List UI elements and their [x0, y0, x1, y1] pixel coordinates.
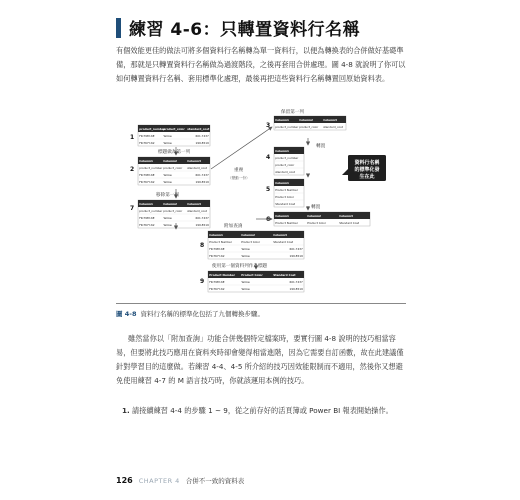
table-t9-cell: 601.7437	[289, 280, 303, 285]
table-t6-cell: Product Number	[275, 221, 298, 226]
table-t3-cell: product_color	[299, 125, 319, 130]
table-t8-cell: Yellow	[241, 254, 250, 259]
page-footer	[116, 476, 244, 485]
table-t2-cell: Yellow	[163, 173, 172, 178]
table-t4-header-cell: Column1	[275, 149, 289, 154]
step-number-7: 7	[130, 205, 135, 212]
table-t3-header-cell: Column3	[323, 118, 337, 123]
table-t6-cell: Product Color	[307, 221, 327, 226]
label-use-first-row: 使用第一個資料列作為標題	[212, 264, 268, 269]
table-t9-cell: 199.8519	[289, 287, 303, 292]
table-t7-cell: 601.7437	[195, 216, 209, 221]
table-t1-cell: Yellow	[163, 141, 172, 146]
intro-paragraph: 有個效能更佳的做法可將多個資料行名稱轉為單一資料行，以便為轉換表的合併做好基礎準備，那就是只轉置資料行名稱做為過渡階段，之後再套用合併處理。圖 4-8 就說明了你可以如何轉置資料行名稱、套用標準化處理，最後再把這些資料行名稱轉置回原始資料表。	[116, 46, 406, 83]
callout-text-line: 生在此	[359, 174, 375, 180]
caption-label: 圖 4-8	[116, 310, 137, 318]
table-t8-cell: Product Number	[209, 240, 232, 245]
table-t9-cell: FR-T98Y-6E	[209, 280, 225, 285]
table-t9-cell: FR-T67Y-62	[209, 287, 225, 292]
table-t2-cell: Yellow	[163, 180, 172, 185]
label-transpose-top: 轉置	[316, 144, 326, 149]
table-t4-cell: standard_cost	[275, 170, 295, 175]
table-t7-header-cell: Column2	[163, 202, 177, 207]
table-t9-cell: Yellow	[241, 287, 250, 292]
table-t2-cell: product_color	[163, 166, 183, 171]
section-heading	[116, 15, 360, 40]
table-t2-header-cell: Column2	[163, 159, 177, 164]
figure-caption	[116, 309, 264, 318]
step-number-1: 1	[130, 134, 135, 141]
table-t5-cell: Product Number	[275, 188, 298, 193]
table-t8-header-cell: Column1	[209, 233, 223, 238]
callout-text-line: 資料行名稱	[354, 160, 380, 166]
label-remove-first-row: 移除第一列	[156, 193, 179, 198]
body-paragraph: 雖然當你以「附加查詢」功能合併幾個特定檔案時，要實行圖 4-8 說明的技巧相當容易，但要將此技巧應用在資料夾時卻會變得相當進階，因為它需要自訂函數，故在此建議僅針對學習目的這麼做。若練習 4-4、4-5 所介紹的技巧因效能限制而不適用，然後你又想避免使用練習 4-7 的 M 語言技巧時，你就該運用本例的技巧。	[116, 334, 404, 385]
table-t8-header-cell: Column2	[241, 233, 255, 238]
table-t8-cell: 601.7437	[289, 247, 303, 252]
step-item	[116, 404, 406, 418]
table-t3-cell: product_number	[275, 125, 299, 130]
step-number-4: 4	[266, 154, 271, 161]
table-t9-header-cell: Standard Cost	[273, 273, 296, 278]
table-t6-header-cell: Column1	[275, 214, 289, 219]
table-t1-header-cell: product_color	[163, 127, 185, 132]
step-number-3: 3	[266, 122, 271, 129]
table-t5-cell: Product Color	[275, 195, 295, 200]
table-t8-cell: FR-T67Y-62	[209, 254, 225, 259]
table-t8-cell: Standard Cost	[273, 240, 294, 245]
table-t3-cell: standard_cost	[323, 125, 343, 130]
step-number: 1.	[122, 406, 130, 415]
table-t2-cell: FR-T67Y-62	[139, 180, 155, 185]
table-t9-header-cell: Product Number	[209, 273, 236, 278]
callout-pointer	[342, 169, 348, 175]
table-t5-cell: Standard Cost	[275, 202, 296, 207]
table-t8-cell: FR-T98Y-6E	[209, 247, 225, 252]
table-t7-header-cell: Column3	[187, 202, 201, 207]
table-t7-cell: FR-T98Y-6E	[139, 216, 155, 221]
page-title: 練習 4-6：只轉置資料行名稱	[129, 20, 361, 40]
label-append-query: 附加查詢	[224, 224, 243, 229]
transformation-diagram	[116, 107, 406, 302]
arrow-2-to-3	[211, 127, 272, 169]
table-t8-header-cell: Column3	[273, 233, 287, 238]
table-t2-header-cell: Column1	[139, 159, 153, 164]
table-t7-cell: FR-T67Y-62	[139, 223, 155, 228]
table-t7-cell: product_color	[163, 209, 183, 214]
step-number-6: 6	[266, 216, 271, 223]
table-t1-header-cell: standard_cost	[187, 127, 210, 132]
heading-accent-bar	[116, 18, 121, 38]
table-t1-cell: Yellow	[163, 134, 172, 139]
figure-4-8	[116, 107, 406, 302]
step-number-5: 5	[266, 186, 271, 193]
step-number-8: 8	[200, 242, 205, 249]
table-t2-cell: FR-T98Y-6E	[139, 173, 155, 178]
table-t1-cell: 199.8519	[195, 141, 209, 146]
table-t9-cell: Yellow	[241, 280, 250, 285]
table-t3-header-cell: Column2	[299, 118, 313, 123]
table-t7-cell: 199.8519	[195, 223, 209, 228]
table-t8-cell: 199.8519	[289, 254, 303, 259]
table-t8-cell: Yellow	[241, 247, 250, 252]
table-t1-cell: 601.7437	[195, 134, 209, 139]
table-t4-cell: product_color	[275, 163, 295, 168]
table-t1-cell: FR-T67Y-62	[139, 141, 155, 146]
table-t1-header-cell: product_number	[139, 127, 166, 132]
table-t6-header-cell: Column3	[339, 214, 353, 219]
step-text: 請接續練習 4-4 的步驟 1 ~ 9，從之前存好的活頁簿或 Power BI 報表開始操作。	[132, 406, 393, 415]
table-t6-cell: Standard Cost	[339, 221, 360, 226]
table-t6-header-cell: Column2	[307, 214, 321, 219]
table-t7-header-cell: Column1	[139, 202, 153, 207]
table-t1-cell: FR-T98Y-6E	[139, 134, 155, 139]
figure-divider	[116, 303, 406, 304]
table-t2-cell: 199.8519	[195, 180, 209, 185]
label-repeat-sub: （變動一份）	[228, 176, 250, 180]
label-keep-first-row: 保留第一列	[281, 110, 304, 115]
step-number-2: 2	[130, 166, 135, 173]
table-t5-header-cell: Column1	[275, 181, 289, 186]
callout-text-line: 的標準化發	[354, 167, 380, 173]
table-t7-cell: Yellow	[163, 223, 172, 228]
label-transpose: 轉置	[311, 205, 321, 210]
chapter-title: 合併不一致的資料表	[185, 477, 245, 485]
page-number: 126	[116, 476, 133, 485]
table-t2-header-cell: Column3	[187, 159, 201, 164]
table-t2-cell: product_number	[139, 166, 163, 171]
table-t3-header-cell: Column1	[275, 118, 289, 123]
chapter-label: CHAPTER 4	[138, 476, 180, 485]
table-t4-cell: product_number	[275, 156, 299, 161]
label-headers-to-row: 標題做為第一列	[158, 150, 191, 155]
table-t2-cell: standard_cost	[187, 166, 207, 171]
table-t8-cell: Product Color	[241, 240, 261, 245]
table-t9-header-cell: Product Color	[241, 273, 263, 278]
label-repeat: 重複	[234, 168, 244, 173]
step-number-9: 9	[200, 278, 205, 285]
caption-text: 資料行名稱的標準化包括了九個轉換步驟。	[140, 310, 265, 318]
table-t7-cell: standard_cost	[187, 209, 207, 214]
table-t7-cell: Yellow	[163, 216, 172, 221]
table-t7-cell: product_number	[139, 209, 163, 214]
table-t2-cell: 601.7437	[195, 173, 209, 178]
